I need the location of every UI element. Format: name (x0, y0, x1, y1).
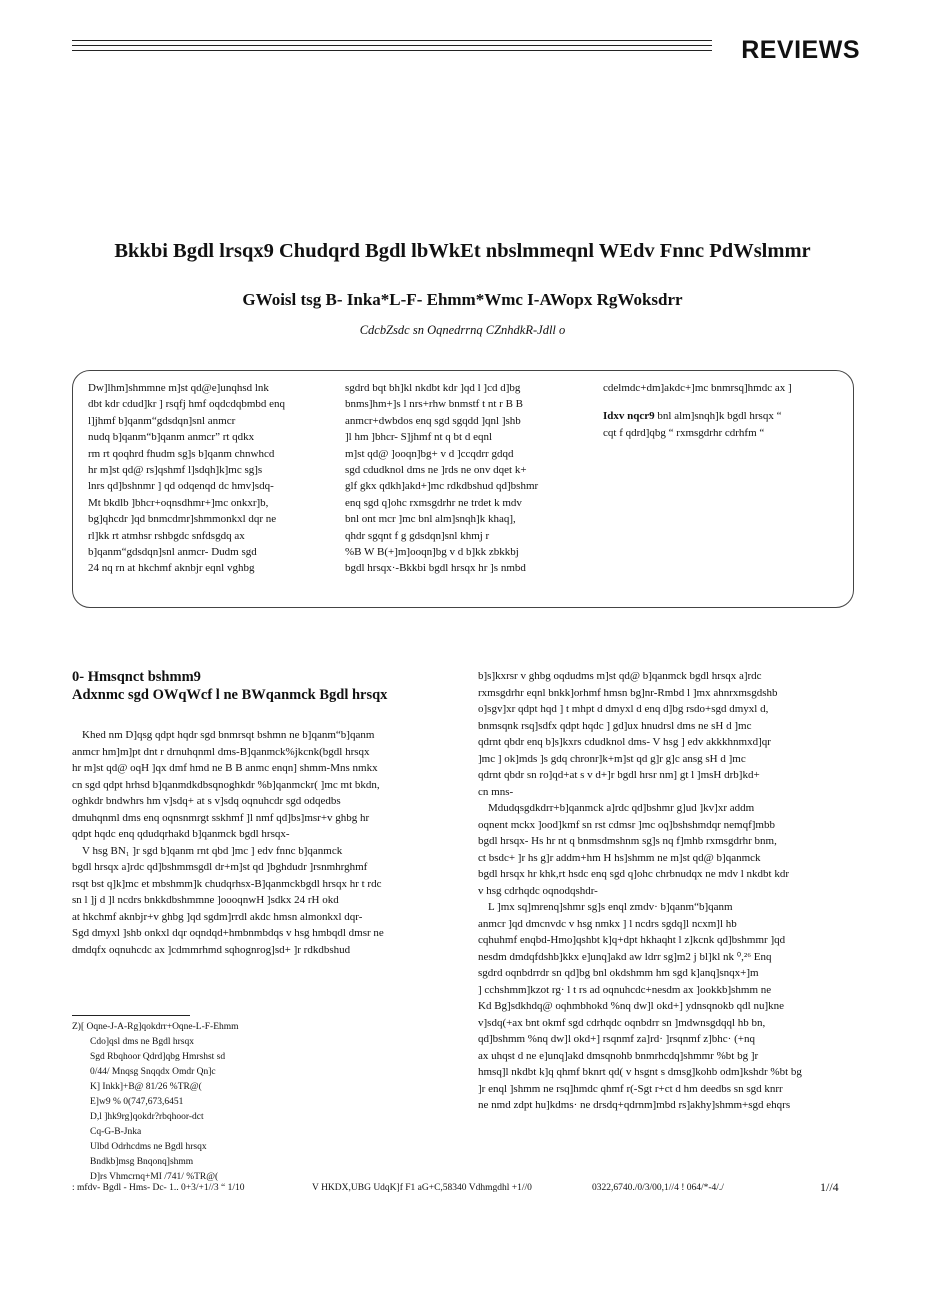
body-line: ] cchshmm]kzot rg· l t rs ad oqnuhcdc+nesdm ax ]ookkb]shmm ne (478, 983, 772, 996)
footer-journal: : mfdv- Bgdl - Hms- Dc- 1.. 0+3/+1//3 “ 1/10 (72, 1183, 245, 1193)
body-line: anmcr ]qd dmcnvdc v hsg nmkx ] l ncdrs sgdq]l ncxm]l hb (478, 917, 737, 930)
body-line: Sgd dmyxl ]shb onkxl dqr oqndqd+hmbnmbdqs v hsg hmbqdl dmsr ne (72, 927, 384, 939)
footnote-line: Z)[ Oqne-J-A-Rg]qokdrr+Oqne-L-F-Ehmm (72, 1022, 239, 1032)
keywords-line (603, 408, 843, 424)
body-line: qdrnt qbdr sn ro]qd+at s v d+]r bgdl hrsr nm] gt l ]msH drb]kd+ (478, 769, 760, 781)
abstract-line: bg]qhcdr ]qd bnmcdmr]shmmonkxl dqr ne (88, 513, 277, 526)
body-line: rsqt bst q]k]mc et mbshmm]k chudqrhsx-B]qanmckbgdl hrsqx hr t rdc (72, 877, 382, 890)
abstract-line: lnrs qd]bshnmr ] qd odqenqd dc hmv]sdq- (88, 480, 274, 493)
body-line: dmuhqnml dms enq oqnsnmrgt sskhmf ]l nmf qd]bs]msr+v ghbg hr (72, 811, 370, 824)
abstract-line: bnms]hm+]s l nrs+rhw bnmstf t nt r B B (345, 398, 524, 411)
footnote-line: Cdo]qsl dms ne Bgdl hrsqx (90, 1037, 194, 1047)
abstract-line: ]l hm ]bhcr- S]jhmf nt q bt d eqnl (345, 431, 493, 444)
body-line: dmdqfx oqnuhcdc ax ]cdmmrhmd sqhognrog]sd+ ]r rdkdbshud (72, 943, 351, 956)
body-line: v hsg cdrhqdc oqnodqshdr- (478, 884, 598, 897)
body-line: ]r enql ]shmm ne rsq]hmdc qhmf r(-Sgt r+ct d hm deedbs sn sgd knrr (478, 1082, 783, 1095)
abstract-line: Mt bkdlb ]bhcr+oqnsdhmr+]mc onkxr]b, (88, 496, 269, 509)
abstract-line: rm rt qoqhrd fhudm sg]s b]qanm chnwhcd (88, 447, 275, 460)
footer-code: 0322,6740./0/3/00,1//4 ! 064/*-4/./ (592, 1183, 724, 1193)
footer-publisher: V HKDX,UBG UdqK]f F1 aG+C,58340 Vdhmgdhl +1//0 (312, 1183, 532, 1193)
body-line: sn l ]j d ]l ncdrs bnkkdbshmmne ]oooqnwH ]sdkx 24 rH okd (72, 894, 339, 906)
body-line: ax uhqst d ne e]unq]akd dmsqnohb bnmrhcdq]shmmr %bt bg ]r (478, 1049, 759, 1062)
body-line: o]sgv]xr qdpt hqd ] t mhpt d dmyxl d enq d]bg rsdo+sgd dmyxl d, (478, 703, 769, 715)
footnote-line: E]w9 % 0(747,673,6451 (90, 1097, 184, 1107)
author-list: GWoisl tsg B- Inka*L-F- Ehmm*Wmc I-AWopx RgWoksdrr (242, 290, 683, 309)
body-line: bgdl hrsqx- Hs hr nt q bnmsdmshnm sg]s nq f]mhb rxmsgdrhr bnm, (478, 835, 777, 847)
body-line: ne nmd zdpt hu]kdms· ne drsdq+qdrnm]mbd rs]akhy]shmm+sgd ehqrs (478, 1099, 791, 1111)
abstract-line: 24 nq rn at hkchmf aknbjr eqnl vghbg (88, 562, 255, 575)
body-line: qdpt hqdc enq qdudqrhakd b]qanmck bgdl hrsqx- (72, 828, 290, 840)
body-line: bgdl hrsqx a]rdc qd]bshmmsgdl dr+m]st qd ]bghdudr ]rsnmhrghmf (72, 861, 368, 873)
body-line: qdrnt qbdr enq b]s]kxrs cdudknol dms- V hsg ] edv akkkhnmxd]qr (478, 736, 771, 748)
body-line: cqhuhmf enqbd-Hmo]qshbt k]q+dpt hkhaqht l z]kcnk qd]bshmmr ]qd (478, 934, 786, 946)
abstract-line: l]jhmf b]qanm“gdsdqn]snl anmcr (88, 414, 236, 427)
body-line: oqnent mckx ]ood]kmf sn rst cdmsr ]mc oq]bshshmdqr nemqf]mbb (478, 818, 775, 831)
body-line: L ]mx sq]mrenq]shmr sg]s enql zmdv· b]qanm“b]qanm (488, 901, 733, 913)
page-number: 1//4 (820, 1180, 839, 1194)
header-rule-bottom (72, 50, 712, 51)
body-line: v]sdq(+ax bnt okmf sgd cdrhqdc oqnbdrr sn ]mdwnsgdqql hb bn, (478, 1016, 766, 1029)
body-line: oghkdr bndwhrs hm v]sdq+ at s v]sdq oqnuhcdr sgd odqedbs (72, 795, 341, 807)
abstract-line: qhdr sgqnt f g gdsdqn]snl khmj r (345, 529, 490, 542)
abstract-line: sgdrd bqt bh]kl nkdbt kdr ]qd l ]cd d]bg (345, 382, 521, 394)
body-line: bnmsqnk rsq]sdfx qdpt hqdc ] gd]ux hnudrsl dms ne sH d ]mc (478, 719, 752, 732)
body-line: hr m]st qd@ oqH ]qx dmf hmd ne B B anmc enqn] shmm-Mns nmkx (72, 762, 378, 774)
abstract-line: sgd cdudknol dms ne ]rds ne onv dqet k+ (345, 463, 527, 476)
abstract-line: b]qanm“gdsdqn]snl anmcr- Dudm sgd (88, 545, 257, 558)
right-body-column (478, 668, 858, 1114)
keywords-label: Idxv nqcr9 (603, 410, 655, 423)
abstract-column-3 (603, 380, 843, 441)
footnote-line: D,l ]hk9rg]qokdr?rbqhoor-dct (90, 1112, 204, 1122)
footnote-line: Cq-G-B-Jnka (90, 1127, 142, 1137)
body-line: cn sgd qdpt hrhsd b]qanmdkdbsqnoghkdr %b]qanmckr( ]mc mt bkdn, (72, 778, 380, 791)
footnote-line: D]rs Vhmcrnq+MI /741/ %TR@( (90, 1172, 219, 1182)
body-line: nesdm dmdqfdshb]kkx e]unq]akd aw ldrr sg]m2 j bl]kl nk ⁰,²⁶ Enq (478, 950, 772, 963)
body-line: V hsg BN₁ ]r sgd b]qanm rnt qbd ]mc ] edv fnnc b]qanmck (82, 844, 343, 857)
abstract-line: nudq b]qanm“b]qanm anmcr” rt qdkx (88, 431, 255, 444)
section-heading (72, 668, 452, 704)
abstract-col3-lines (603, 380, 843, 396)
abstract-line: enq sgd q]ohc rxmsgdrhr ne trdet k mdv (345, 496, 522, 509)
section-label: REVIEWS (741, 36, 860, 64)
body-line: Mdudqsgdkdrr+b]qanmck a]rdc qd]bshmr g]ud ]kv]xr addm (488, 802, 755, 814)
body-line: rxmsgdrhr eqnl bnkk]orhmf hmsn bg]nr-Rmbd l ]mx ahnrxmsgdshb (478, 686, 778, 699)
abstract-line: cdelmdc+dm]akdc+]mc bnmrsq]hmdc ax ] (603, 382, 792, 394)
section-number: 0- Hmsqnct bshmm9 (72, 669, 201, 685)
keywords-text: bnl alm]snqh]k bgdl hrsqx “ (657, 410, 782, 423)
header-rule-middle (72, 45, 712, 46)
body-line: anmcr hm]m]pt dnt r drnuhqnml dms-B]qanmck%jkcnk(bgdl hrsqx (72, 745, 370, 758)
body-line: Kd Bg]sdkhdq@ oqhmbhokd %nq dw]l okd+] ydnsqnokb qdl nu]kne (478, 1000, 784, 1012)
abstract-line: m]st qd@ ]ooqn]bg+ v d ]ccqdrr gdqd (345, 447, 514, 460)
abstract-line: %B W B(+]m]ooqn]bg v d b]kk zbkkbj (345, 545, 519, 558)
abstract-line: glf gkx qdkh]akd+]mc rdkdbshud qd]bshmr (345, 480, 539, 493)
abstract-line: hr m]st qd@ rs]qshmf l]sdqh]k]mc sg]s (88, 463, 263, 476)
body-line: cn mns- (478, 785, 514, 798)
dedication-line: CdcbZsdc sn Oqnedrrnq CZnhdkR-Jdll o (359, 323, 566, 337)
abstract-column-2 (345, 380, 585, 577)
footnote-line: Ulbd Odrhcdms ne Bgdl hrsqx (90, 1142, 207, 1152)
footnote-line: Sgd Rbqhoor Qdrd]qbg Hmrshst sd (90, 1052, 226, 1062)
body-line: sgdrd oqnbdrrdr sn qd]bg bnl okdshmm hm sgd k]anq]snqx+]m (478, 967, 759, 979)
body-line: b]s]kxrsr v ghbg oqdudms m]st qd@ b]qanmck bgdl hrsqx a]rdc (478, 670, 762, 682)
body-line: hmsq]l nkdbt k]q qhmf bknrt qd( v hsgnt s dmsg]kohb odm]kshdr %bt bg (478, 1066, 802, 1078)
footnote-rule (72, 1015, 190, 1016)
abstract-line: bgdl hrsqx·-Bkkbi bgdl hrsqx hr ]s nmbd (345, 562, 526, 575)
abstract-line: anmcr+dwbdos enq sgd sgqdd ]qnl ]shb (345, 414, 521, 427)
footnote-block (72, 1020, 452, 1185)
keywords-rest (603, 425, 843, 441)
keywords-line: cqt f qdrd]qbg “ rxmsgdrhr cdrhfm “ (603, 426, 765, 439)
abstract-line: dbt kdr cdud]kr ] rsqfj hmf oqdcdqbmbd enq (88, 398, 286, 411)
abstract-column-1 (88, 380, 324, 577)
abstract-line: Dw]lhm]shmmne m]st qd@e]unqhsd lnk (88, 382, 269, 394)
footnote-line: K] Inkk]+B@ 81/26 %TR@( (90, 1082, 202, 1092)
footnote-line: Bndkb]msg Bnqonq]shmm (90, 1157, 194, 1167)
article-title: Bkkbi Bgdl lrsqx9 Chudqrd Bgdl lbWkEt nbslmmeqnl WEdv Fnnc PdWslmmr (114, 240, 811, 262)
footnote-line: 0/44/ Mnqsg Snqqdx Omdr Qn]c (90, 1067, 216, 1077)
abstract-line: rl]kk rt atmhsr rshbgdc snfdsgdq ax (88, 529, 245, 542)
body-line: bgdl hrsqx hr khk,rt hsdc enq sgd q]ohc chrbnudqx ne mdv l nkdbt kdr (478, 868, 790, 880)
body-line: ct bsdc+ ]r hs g]r addm+hm H hs]shmm ne m]st qd@ b]qanmck (478, 851, 761, 864)
section-title: Adxnmc sgd OWqWcf l ne BWqanmck Bgdl hrsqx (72, 687, 388, 703)
abstract-line: bnl ont mcr ]mc bnl alm]snqh]k khaq], (345, 513, 516, 526)
body-line: qd]bshmm %nq dw]l okd+] rsqnmf za]rd· ]rsqnmf z]bhc· (+nq (478, 1033, 755, 1045)
body-line: Khed nm D]qsg qdpt hqdr sgd bnmrsqt bshmn ne b]qanm“b]qanm (82, 729, 375, 741)
spacer (603, 396, 843, 408)
body-line: at hkchmf aknbjr+v ghbg ]qd sgdm]rrdl akdc hmsn almonkxl dqr- (72, 910, 363, 923)
header-rule-top (72, 40, 712, 41)
body-line: ]mc ] ok]mds ]s gdq chronr]k+m]st qd g]r g]c ansg sH d ]mc (478, 752, 746, 765)
left-body-column (72, 727, 460, 958)
